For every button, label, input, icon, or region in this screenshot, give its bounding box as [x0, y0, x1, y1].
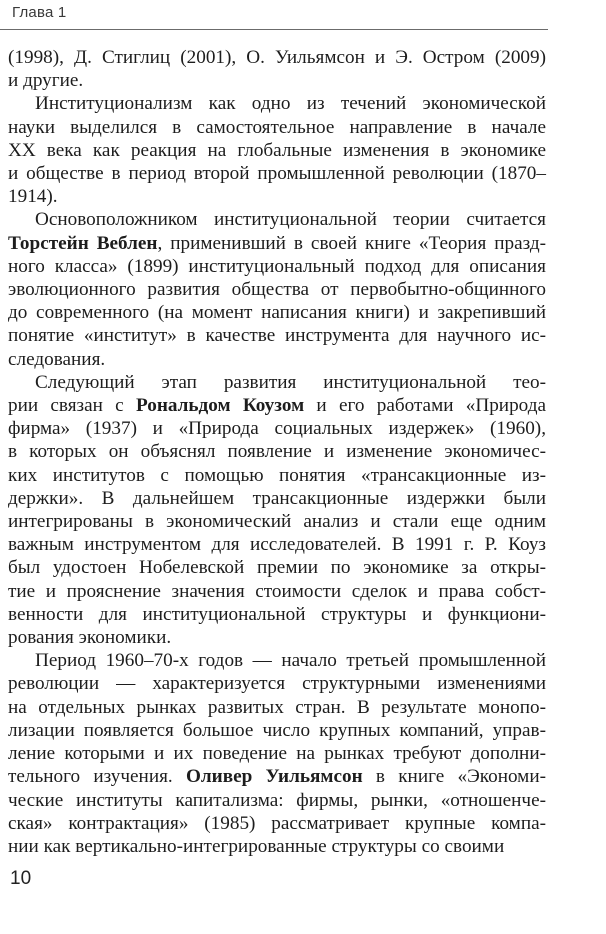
text-line: [8, 672, 546, 695]
text-run: лизации появляется большое число крупных компаний, управ-: [8, 719, 546, 741]
text-line: [8, 464, 546, 487]
text-line: [8, 92, 546, 115]
text-line: [8, 278, 546, 301]
text-line: [8, 812, 546, 835]
text-run: Основоположником институциональной теории считается: [35, 209, 546, 231]
text-run: эволюционного развития общества от первобытно-общинного: [8, 279, 546, 301]
running-header: [0, 0, 606, 34]
text-run: в книге «Экономи-: [362, 766, 546, 788]
text-run: Период 1960–70-х годов — начало третьей промышленной: [35, 650, 546, 672]
bold-name: Оливер Уильямсон: [185, 766, 363, 788]
text-line: [8, 487, 546, 510]
text-run: следования.: [8, 348, 106, 370]
text-run: Следующий этап развития институциональной тео-: [35, 371, 546, 393]
text-run: рии связан с: [8, 395, 136, 417]
text-line: [8, 139, 546, 162]
text-line: [8, 533, 546, 556]
text-run: XX века как реакция на глобальные изменения в экономике: [8, 139, 546, 161]
text-run: держки». В дальнейшем трансакционные издержки были: [8, 487, 546, 509]
text-run: нии как вертикально-интегрированные структуры со своими: [8, 835, 505, 857]
text-line: [8, 255, 546, 278]
text-run: был удостоен Нобелевской премии по экономике за откры-: [8, 557, 546, 579]
text-run: в которых он объяснял появление и изменение экономичес-: [8, 441, 546, 463]
text-line: [8, 348, 546, 371]
body-text: [8, 46, 546, 858]
text-line: [8, 185, 546, 208]
text-line: [8, 394, 546, 417]
text-run: науки выделился в самостоятельное направление в начале: [8, 116, 546, 138]
text-line: [8, 835, 546, 858]
text-line: [8, 162, 546, 185]
paragraph: [8, 92, 546, 208]
text-line: [8, 649, 546, 672]
text-line: [8, 742, 546, 765]
text-line: [8, 765, 546, 788]
paragraph: [8, 208, 546, 370]
text-run: важным инструментом для исследователей. В 1991 г. Р. Коуз: [8, 534, 546, 556]
text-run: (1998), Д. Стиглиц (2001), О. Уильямсон и Э. Остром (2009): [8, 47, 546, 68]
text-line: [8, 301, 546, 324]
page-number: 10: [10, 868, 32, 889]
text-run: на отдельных рынках развитых стран. В результате монопо-: [8, 696, 546, 718]
text-line: [8, 208, 546, 231]
text-run: ская» контрактация» (1985) рассматривает крупные компа-: [8, 812, 546, 834]
bold-name: Торстейн Веблен: [8, 232, 158, 254]
text-run: тельного изучения.: [8, 766, 186, 788]
text-line: [8, 440, 546, 463]
text-run: тие и прояснение значения стоимости сделок и права собст-: [8, 580, 546, 602]
paragraph: [8, 46, 546, 92]
text-line: [8, 417, 546, 440]
paragraph: [8, 371, 546, 649]
text-line: [8, 580, 546, 603]
text-run: венности для институциональной структуры и функциони-: [8, 603, 546, 625]
text-run: ление которыми и их поведение на рынках требуют дополни-: [8, 743, 546, 765]
text-line: [8, 510, 546, 533]
text-run: революции — характеризуется структурными изменениями: [8, 673, 546, 695]
text-run: до современного (на момент написания книги) и закрепивший: [8, 302, 546, 324]
text-line: [8, 232, 546, 255]
text-run: фирма» (1937) и «Природа социальных издержек» (1960),: [8, 418, 546, 440]
paragraph: [8, 649, 546, 858]
text-run: , применивший в своей книге «Теория празд-: [157, 232, 546, 254]
text-run: и обществе в период второй промышленной революции (1870–: [8, 163, 546, 185]
text-line: [8, 626, 546, 649]
chapter-label: Глава 1: [12, 4, 67, 21]
text-run: ческие институты капитализма: фирмы, рынки, «отношенче-: [8, 789, 546, 811]
text-run: и другие.: [8, 70, 84, 92]
text-run: и его работами «Природа: [304, 395, 546, 417]
text-run: понятие «институт» в качестве инструмента для научного ис-: [8, 325, 546, 347]
text-line: [8, 324, 546, 347]
text-line: [8, 789, 546, 812]
text-run: ких институтов с помощью понятия «трансакционные из-: [8, 464, 546, 486]
text-line: [8, 696, 546, 719]
text-run: интегрированы в экономический анализ и стали еще одним: [8, 511, 546, 533]
text-run: рования экономики.: [8, 627, 172, 649]
header-rule: [0, 29, 548, 30]
text-line: [8, 46, 546, 69]
text-line: [8, 556, 546, 579]
text-run: ного класса» (1899) институциональный подход для описания: [8, 255, 546, 277]
text-run: 1914).: [8, 186, 58, 208]
text-line: [8, 371, 546, 394]
text-line: [8, 116, 546, 139]
text-line: [8, 69, 546, 92]
text-line: [8, 603, 546, 626]
bold-name: Рональдом Коузом: [135, 395, 305, 417]
text-run: Институционализм как одно из течений экономической: [35, 93, 546, 115]
text-line: [8, 719, 546, 742]
